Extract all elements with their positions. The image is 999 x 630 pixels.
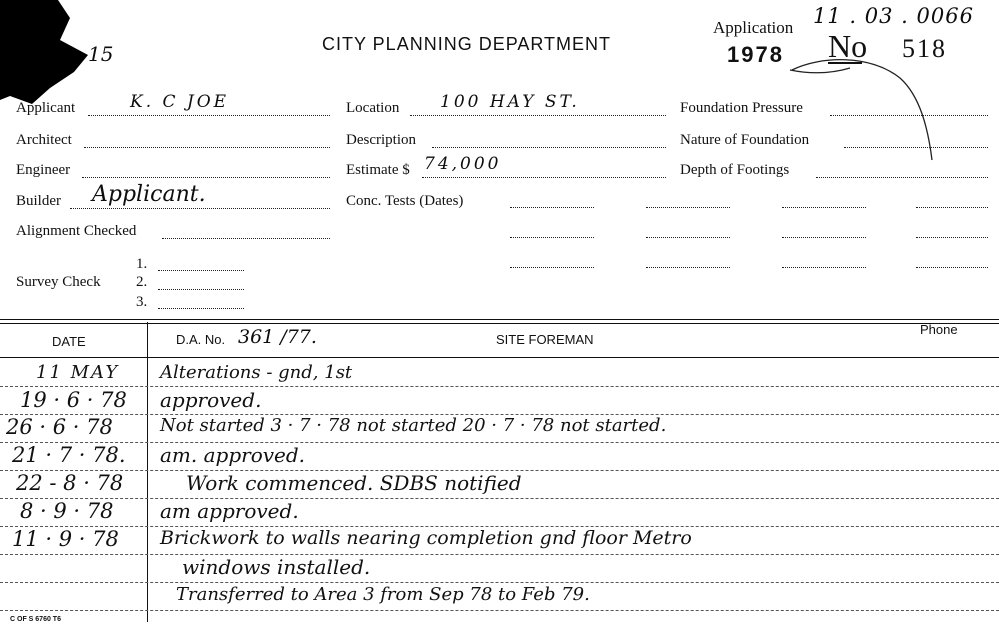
conc-test-blank xyxy=(782,267,866,268)
depth-footings-line xyxy=(816,177,988,178)
applicant-value: K. C JOE xyxy=(130,92,230,112)
location-label: Location xyxy=(346,100,400,116)
table-row-note: windows installed. xyxy=(182,555,371,579)
conc-test-blank xyxy=(782,207,866,208)
survey-item-3: 3. xyxy=(136,294,148,310)
conc-test-blank xyxy=(782,237,866,238)
pen-stroke-mark xyxy=(780,48,950,168)
survey-line-3 xyxy=(158,308,244,309)
conc-test-blank xyxy=(646,267,730,268)
table-row-note: Brickwork to walls nearing completion gnd floor Metro xyxy=(160,527,692,549)
table-row-date: 11 MAY xyxy=(36,362,120,383)
table-row-date: 8 · 9 · 78 xyxy=(20,499,114,523)
application-year: 1978 xyxy=(727,42,784,67)
conc-test-blank xyxy=(646,237,730,238)
number-label: No xyxy=(828,28,868,64)
conc-test-blank xyxy=(510,267,594,268)
location-value: 100 HAY ST. xyxy=(440,92,580,112)
application-number: 518 xyxy=(902,34,947,63)
survey-line-1 xyxy=(158,270,244,271)
foundation-pressure-label: Foundation Pressure xyxy=(680,100,803,116)
site-foreman-header: SITE FOREMAN xyxy=(496,332,594,347)
applicant-label: Applicant xyxy=(16,100,76,116)
form-code: C OF S 6760 T6 xyxy=(10,616,61,623)
foundation-pressure-line xyxy=(830,115,988,116)
engineer-line xyxy=(82,177,330,178)
table-row-date: 11 · 9 · 78 xyxy=(12,527,119,551)
estimate-label: Estimate $ xyxy=(346,162,410,178)
table-row-date: 21 · 7 · 78. xyxy=(12,443,126,467)
table-row-note: am. approved. xyxy=(160,443,306,467)
application-reference: 11 . 03 . 0066 xyxy=(813,4,974,28)
conc-test-blank xyxy=(510,207,594,208)
table-row-note: am approved. xyxy=(160,499,299,523)
estimate-line xyxy=(422,177,666,178)
engineer-label: Engineer xyxy=(16,162,71,178)
table-row-note: Work commenced. SDBS notified xyxy=(186,471,522,495)
row-rule xyxy=(0,582,999,583)
survey-item-1: 1. xyxy=(136,256,148,272)
survey-item-2: 2. xyxy=(136,274,148,290)
alignment-line xyxy=(162,238,330,239)
conc-test-blank xyxy=(916,237,988,238)
nature-foundation-line xyxy=(844,147,988,148)
department-title: CITY PLANNING DEPARTMENT xyxy=(322,34,612,54)
table-row-date: 26 · 6 · 78 xyxy=(6,415,113,439)
survey-check-label: Survey Check xyxy=(16,274,101,290)
phone-header: Phone xyxy=(920,322,958,337)
table-row-date: 19 · 6 · 78 xyxy=(20,388,127,412)
table-row-date: 22 - 8 · 78 xyxy=(16,471,124,495)
conc-tests-label: Conc. Tests (Dates) xyxy=(346,193,464,209)
conc-test-blank xyxy=(510,237,594,238)
builder-value: Applicant. xyxy=(92,182,206,207)
date-column-header: DATE xyxy=(52,334,86,349)
depth-footings-label: Depth of Footings xyxy=(680,162,790,178)
table-row-note: Not started 3 · 7 · 78 not started 20 · 7 · 78 not started. xyxy=(160,415,667,436)
row-rule xyxy=(0,386,999,387)
builder-label: Builder xyxy=(16,193,61,209)
application-label: Application xyxy=(713,18,794,37)
corner-mark: 15 xyxy=(88,42,114,66)
table-row-note: approved. xyxy=(160,388,262,412)
alignment-label: Alignment Checked xyxy=(16,223,137,239)
architect-label: Architect xyxy=(16,132,72,148)
da-number-header: D.A. No. xyxy=(176,332,226,347)
applicant-line xyxy=(88,115,330,116)
survey-line-2 xyxy=(158,289,244,290)
da-number-value: 361 /77. xyxy=(238,326,317,348)
conc-test-blank xyxy=(646,207,730,208)
table-top-rule-inner xyxy=(0,323,999,324)
conc-test-blank xyxy=(916,207,988,208)
architect-line xyxy=(84,147,330,148)
table-header-rule xyxy=(0,357,999,358)
table-top-rule xyxy=(0,319,999,320)
row-rule xyxy=(0,554,999,555)
description-line xyxy=(432,147,666,148)
location-line xyxy=(410,115,666,116)
builder-line xyxy=(70,208,330,209)
table-row-note: Alterations - gnd, 1st xyxy=(160,362,353,383)
row-rule xyxy=(0,610,999,611)
description-label: Description xyxy=(346,132,416,148)
estimate-value: 74,000 xyxy=(424,154,502,174)
nature-foundation-label: Nature of Foundation xyxy=(680,132,810,148)
conc-test-blank xyxy=(916,267,988,268)
table-row-note: Transferred to Area 3 from Sep 78 to Feb 79. xyxy=(176,584,590,605)
